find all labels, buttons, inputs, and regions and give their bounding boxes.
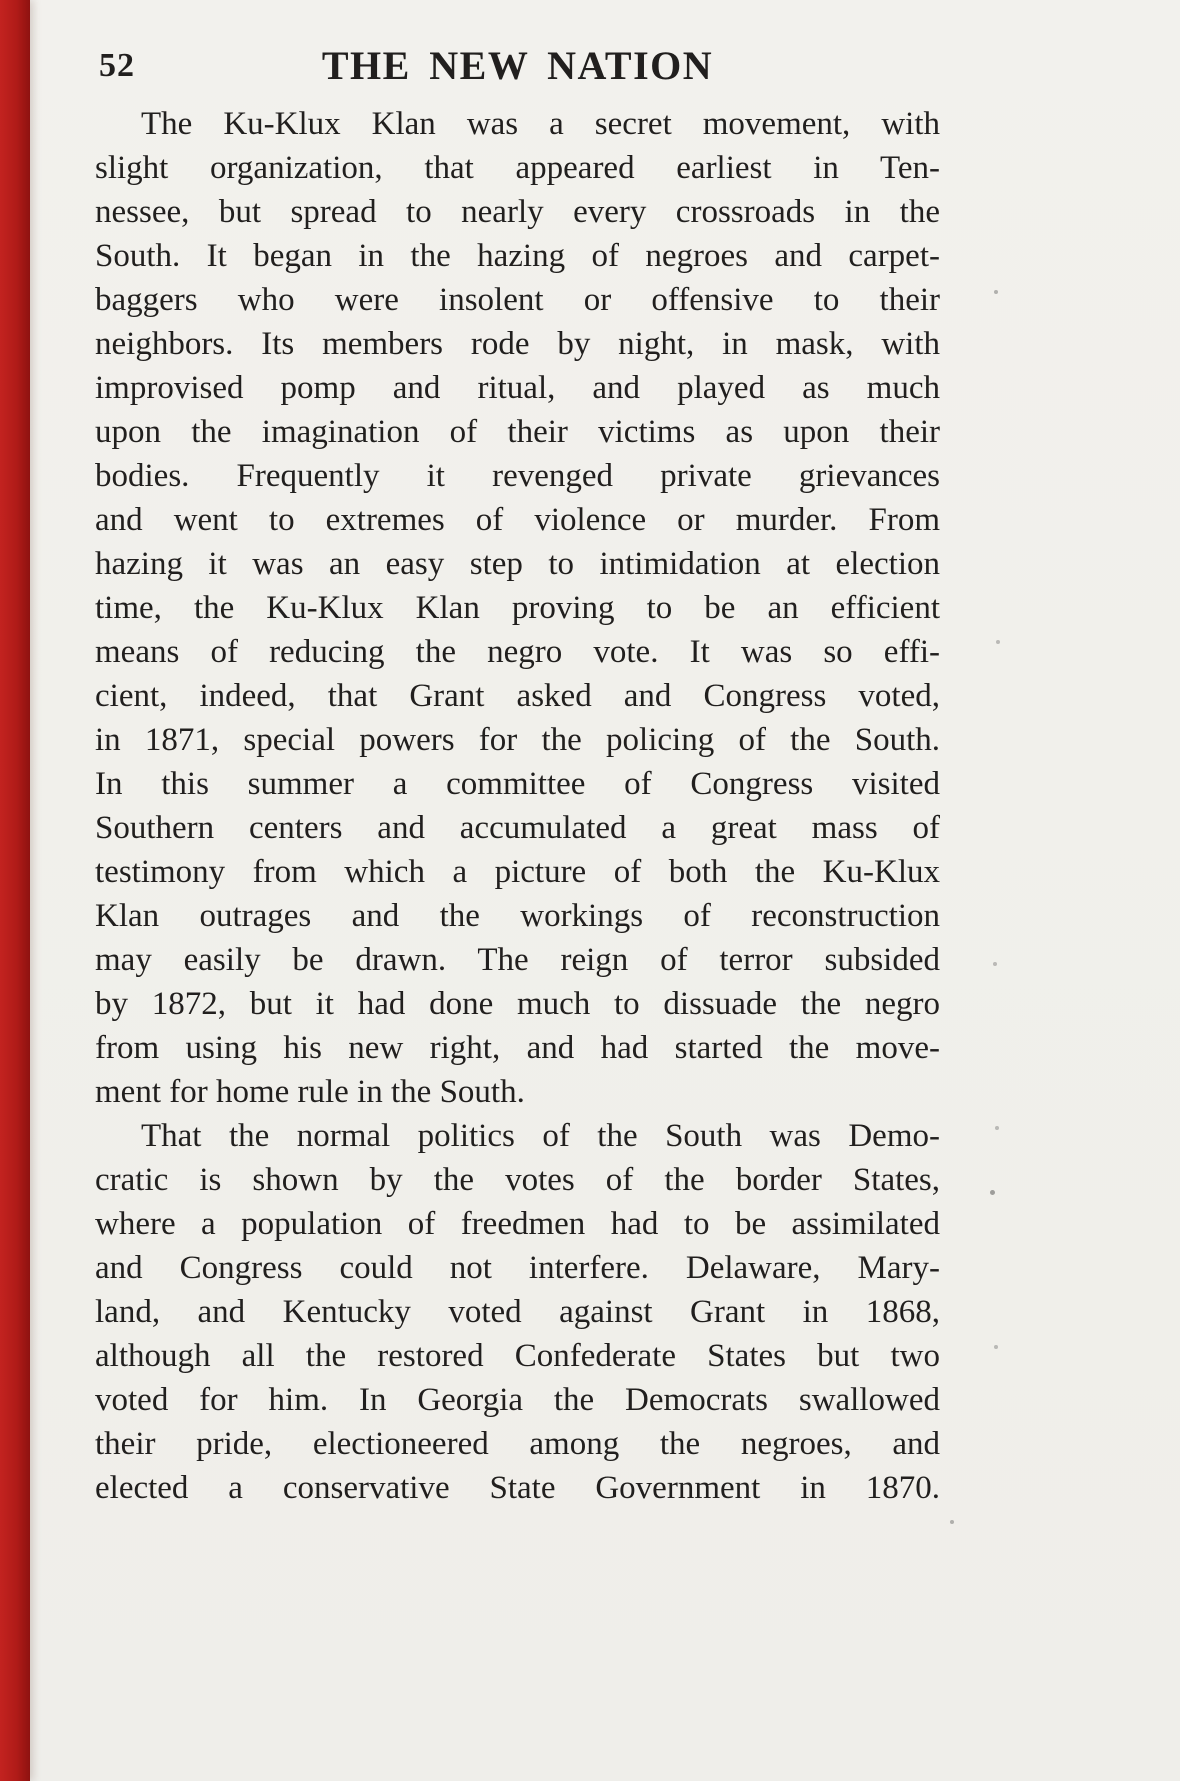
text-line: South. It began in the hazing of negroes and carpet- — [95, 238, 940, 274]
text-line: may easily be drawn. The reign of terror subsided — [95, 942, 940, 978]
scan-speck — [990, 1190, 995, 1195]
text-line: Southern centers and accumulated a great mass of — [95, 810, 940, 846]
text-line: baggers who were insolent or offensive to their — [95, 282, 940, 318]
text-line: although all the restored Confederate States but two — [95, 1338, 940, 1374]
text-line: where a population of freedmen had to be assimilated — [95, 1206, 940, 1242]
scan-speck — [993, 962, 997, 966]
text-line: and went to extremes of violence or murder. From — [95, 502, 940, 538]
text-line: time, the Ku-Klux Klan proving to be an efficient — [95, 590, 940, 626]
scan-speck — [994, 290, 998, 294]
page-title: THE NEW NATION — [321, 43, 714, 88]
text-line: testimony from which a picture of both the Ku-Klux — [95, 854, 940, 890]
text-line: from using his new right, and had started the move- — [95, 1030, 940, 1066]
text-line: ment for home rule in the South. — [95, 1074, 525, 1110]
scan-speck — [950, 1520, 954, 1524]
text-line: In this summer a committee of Congress visited — [95, 766, 940, 802]
paragraph — [95, 1114, 940, 1510]
page — [95, 40, 940, 1510]
text-line: elected a conservative State Government in 1870. — [95, 1470, 940, 1506]
text-line: improvised pomp and ritual, and played as much — [95, 370, 940, 406]
page-body — [95, 102, 940, 1510]
scan-speck — [996, 640, 1000, 644]
text-line: The Ku-Klux Klan was a secret movement, with — [141, 106, 940, 142]
text-line: neighbors. Its members rode by night, in mask, with — [95, 326, 940, 362]
paragraph — [95, 102, 940, 1114]
text-line: hazing it was an easy step to intimidation at election — [95, 546, 940, 582]
text-line: land, and Kentucky voted against Grant in 1868, — [95, 1294, 940, 1330]
text-line: cient, indeed, that Grant asked and Congress voted, — [95, 678, 940, 714]
binding-edge — [0, 0, 30, 1781]
text-line: slight organization, that appeared earliest in Ten- — [95, 150, 940, 186]
page-header — [95, 40, 940, 92]
scan-speck — [995, 1126, 999, 1130]
text-line: and Congress could not interfere. Delaware, Mary- — [95, 1250, 940, 1286]
text-line: upon the imagination of their victims as upon their — [95, 414, 940, 450]
text-line: in 1871, special powers for the policing of the South. — [95, 722, 940, 758]
scan-speck — [994, 1345, 998, 1349]
text-line: by 1872, but it had done much to dissuade the negro — [95, 986, 940, 1022]
text-line: bodies. Frequently it revenged private grievances — [95, 458, 940, 494]
text-line: nessee, but spread to nearly every crossroads in the — [95, 194, 940, 230]
text-line: That the normal politics of the South was Demo- — [141, 1118, 940, 1154]
text-line: means of reducing the negro vote. It was so effi- — [95, 634, 940, 670]
page-number: 52 — [99, 47, 135, 84]
text-line: cratic is shown by the votes of the border States, — [95, 1162, 940, 1198]
text-line: their pride, electioneered among the negroes, and — [95, 1426, 940, 1462]
text-line: voted for him. In Georgia the Democrats swallowed — [95, 1382, 940, 1418]
text-line: Klan outrages and the workings of reconstruction — [95, 898, 940, 934]
